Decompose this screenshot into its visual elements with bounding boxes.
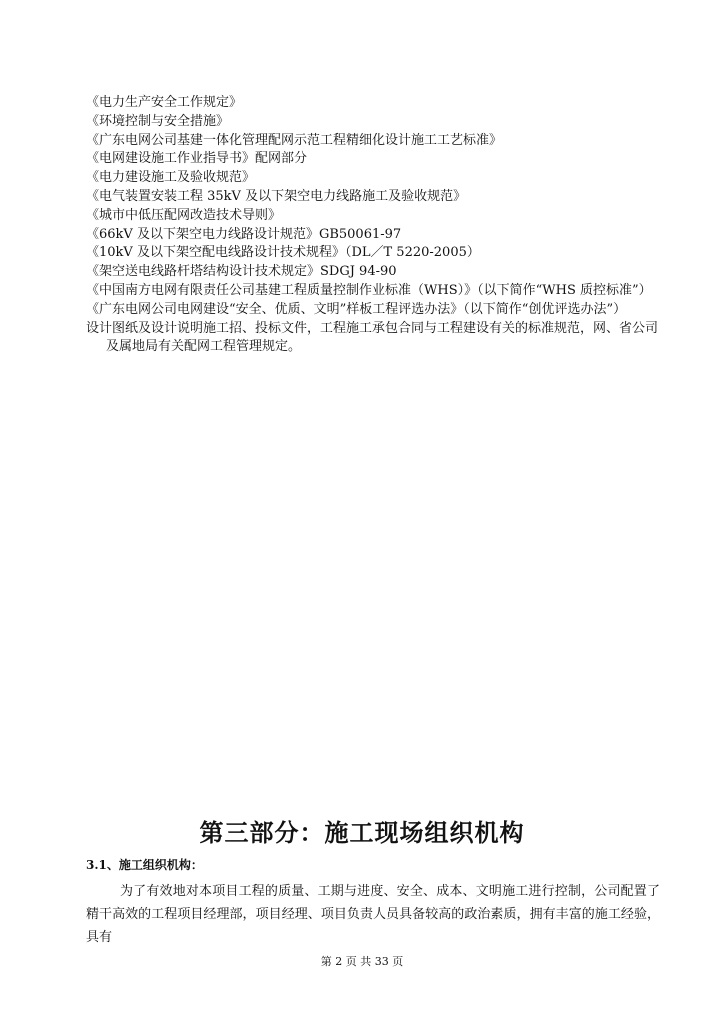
- reference-item: 《电气装置安装工程 35kV 及以下架空电力线路施工及验收规范》: [86, 188, 467, 204]
- reference-item: 《电力生产安全工作规定》: [86, 95, 243, 110]
- reference-item: 《广东电网公司电网建设“安全、优质、文明”样板工程评选办法》（以下简作“创优评选办法”）: [86, 301, 627, 317]
- reference-item: 《架空送电线路杆塔结构设计技术规定》SDGJ 94-90: [86, 264, 397, 280]
- section-title: 第三部分：施工现场组织机构: [199, 818, 525, 847]
- reference-item: 《中国南方电网有限责任公司基建工程质量控制作业标准（WHS）》（以下简作“WHS 质控标准”）: [86, 282, 652, 298]
- reference-item: 《66kV 及以下架空电力线路设计规范》GB50061-97: [86, 226, 402, 242]
- reference-item: 《环境控制与安全措施》: [86, 113, 230, 129]
- reference-item: 《广东电网公司基建一体化管理配网示范工程精细化设计施工工艺标准》: [86, 132, 503, 148]
- reference-item: 《10kV 及以下架空配电线路设计技术规程》（DL／T 5220-2005）: [86, 245, 480, 261]
- reference-item: 《电力建设施工及验收规范》: [86, 170, 256, 186]
- reference-list: [86, 94, 666, 357]
- subsection-heading: 3.1、施工组织机构：: [86, 858, 203, 872]
- reference-item: 《城市中低压配网改造技术导则》: [86, 207, 282, 223]
- page-number-footer: 第 2 页 共 33 页: [320, 955, 404, 968]
- reference-item: 设计图纸及设计说明施工招、投标文件，工程施工承包合同与工程建设有关的标准规范，网、省公司及属地局有关配网工程管理规定。: [86, 320, 659, 355]
- reference-item: 《电网建设施工作业指导书》配网部分: [86, 151, 308, 167]
- body-paragraph: 为了有效地对本项目工程的质量、工期与进度、安全、成本、文明施工进行控制，公司配置了精干高效的工程项目经理部，项目经理、项目负责人员具备较高的政治素质，拥有丰富的施工经验，具有: [86, 884, 660, 945]
